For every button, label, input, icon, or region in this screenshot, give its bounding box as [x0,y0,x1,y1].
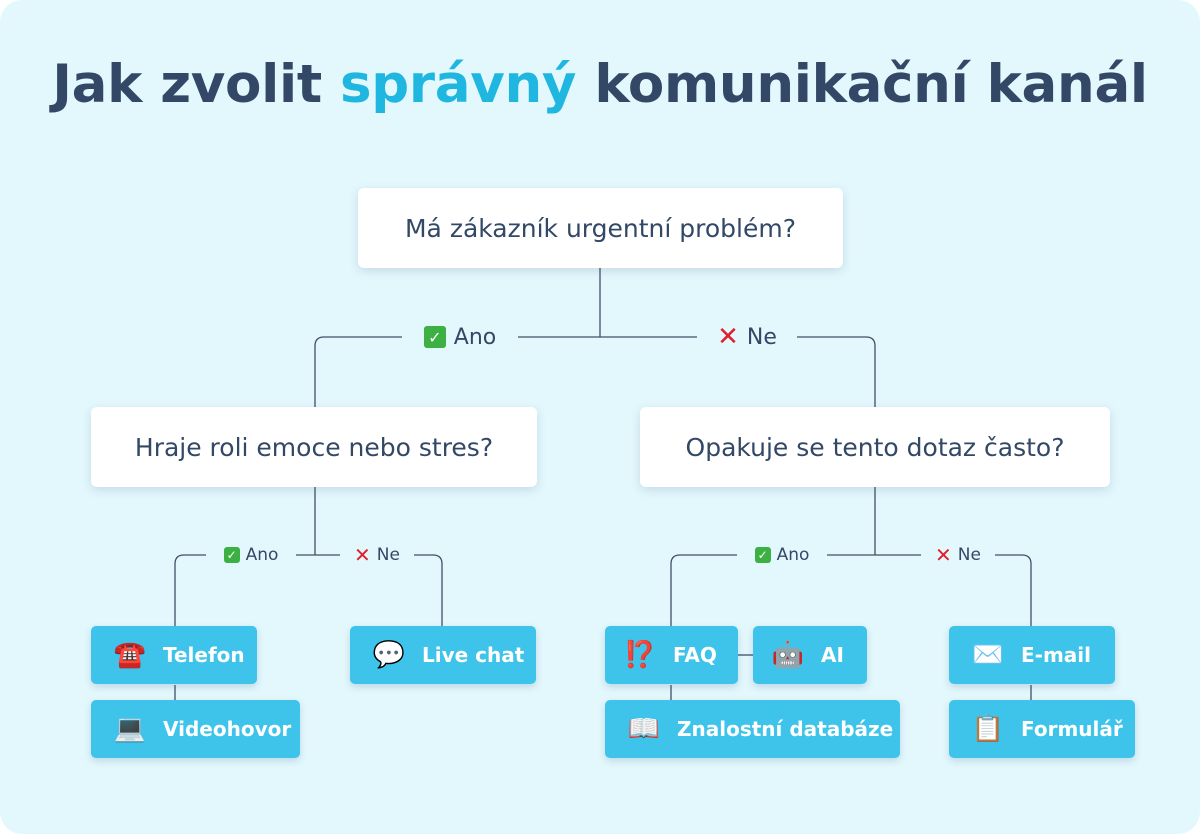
channel-faq-label: FAQ [673,643,717,667]
label-right-yes [737,543,827,567]
channel-live-chat-label: Live chat [422,643,525,667]
title-part-2: komunikační kanál [594,54,1148,115]
label-yes-text: Ano [776,545,810,565]
question-left [91,407,537,487]
channel-faq [605,626,738,684]
question-left-text: Hraje roli emoce nebo stres? [134,432,494,462]
channel-email-label: E-mail [1021,643,1092,667]
laptop-icon: 💻 [113,714,147,744]
cross-icon: ✕ [354,543,371,567]
check-icon: ✓ [424,326,446,348]
channel-ai-label: AI [821,643,844,667]
question-root-text: Má zákazník urgentní problém? [404,213,796,243]
label-root-yes [402,321,518,353]
channel-formular-label: Formulář [1021,717,1123,741]
label-right-no [921,543,995,567]
label-root-no [697,321,797,353]
channel-znalostni-databaze [605,700,900,758]
check-icon: ✓ [755,547,771,563]
cross-icon: ✕ [935,543,952,567]
label-no-text: Ne [376,545,400,565]
title-highlight: správný [340,54,577,115]
label-yes-text: Ano [245,545,279,565]
question-exclamation-icon: ⁉️ [623,640,657,670]
channel-videohovor-label: Videohovor [163,717,292,741]
label-no-text: Ne [957,545,981,565]
check-icon: ✓ [224,547,240,563]
channel-telefon [91,626,257,684]
question-root [358,188,843,268]
clipboard-icon: 📋 [971,714,1005,744]
question-right-text: Opakuje se tento dotaz často? [685,432,1065,462]
label-left-no [340,543,414,567]
label-yes-text: Ano [453,324,497,350]
envelope-icon: ✉️ [971,640,1005,670]
speech-bubble-icon: 💬 [372,640,406,670]
channel-ai [753,626,867,684]
channel-znalostni-databaze-label: Znalostní databáze [677,717,894,741]
channel-formular [949,700,1135,758]
open-book-icon: 📖 [627,714,661,744]
question-right [640,407,1110,487]
channel-telefon-label: Telefon [163,643,245,667]
telephone-icon: ☎️ [113,640,147,670]
channel-live-chat [350,626,536,684]
channel-email [949,626,1115,684]
label-no-text: Ne [746,324,777,350]
label-left-yes [206,543,296,567]
cross-icon: ✕ [717,322,739,352]
channel-videohovor [91,700,300,758]
title-part-1: Jak zvolit [52,54,322,115]
robot-icon: 🤖 [771,640,805,670]
